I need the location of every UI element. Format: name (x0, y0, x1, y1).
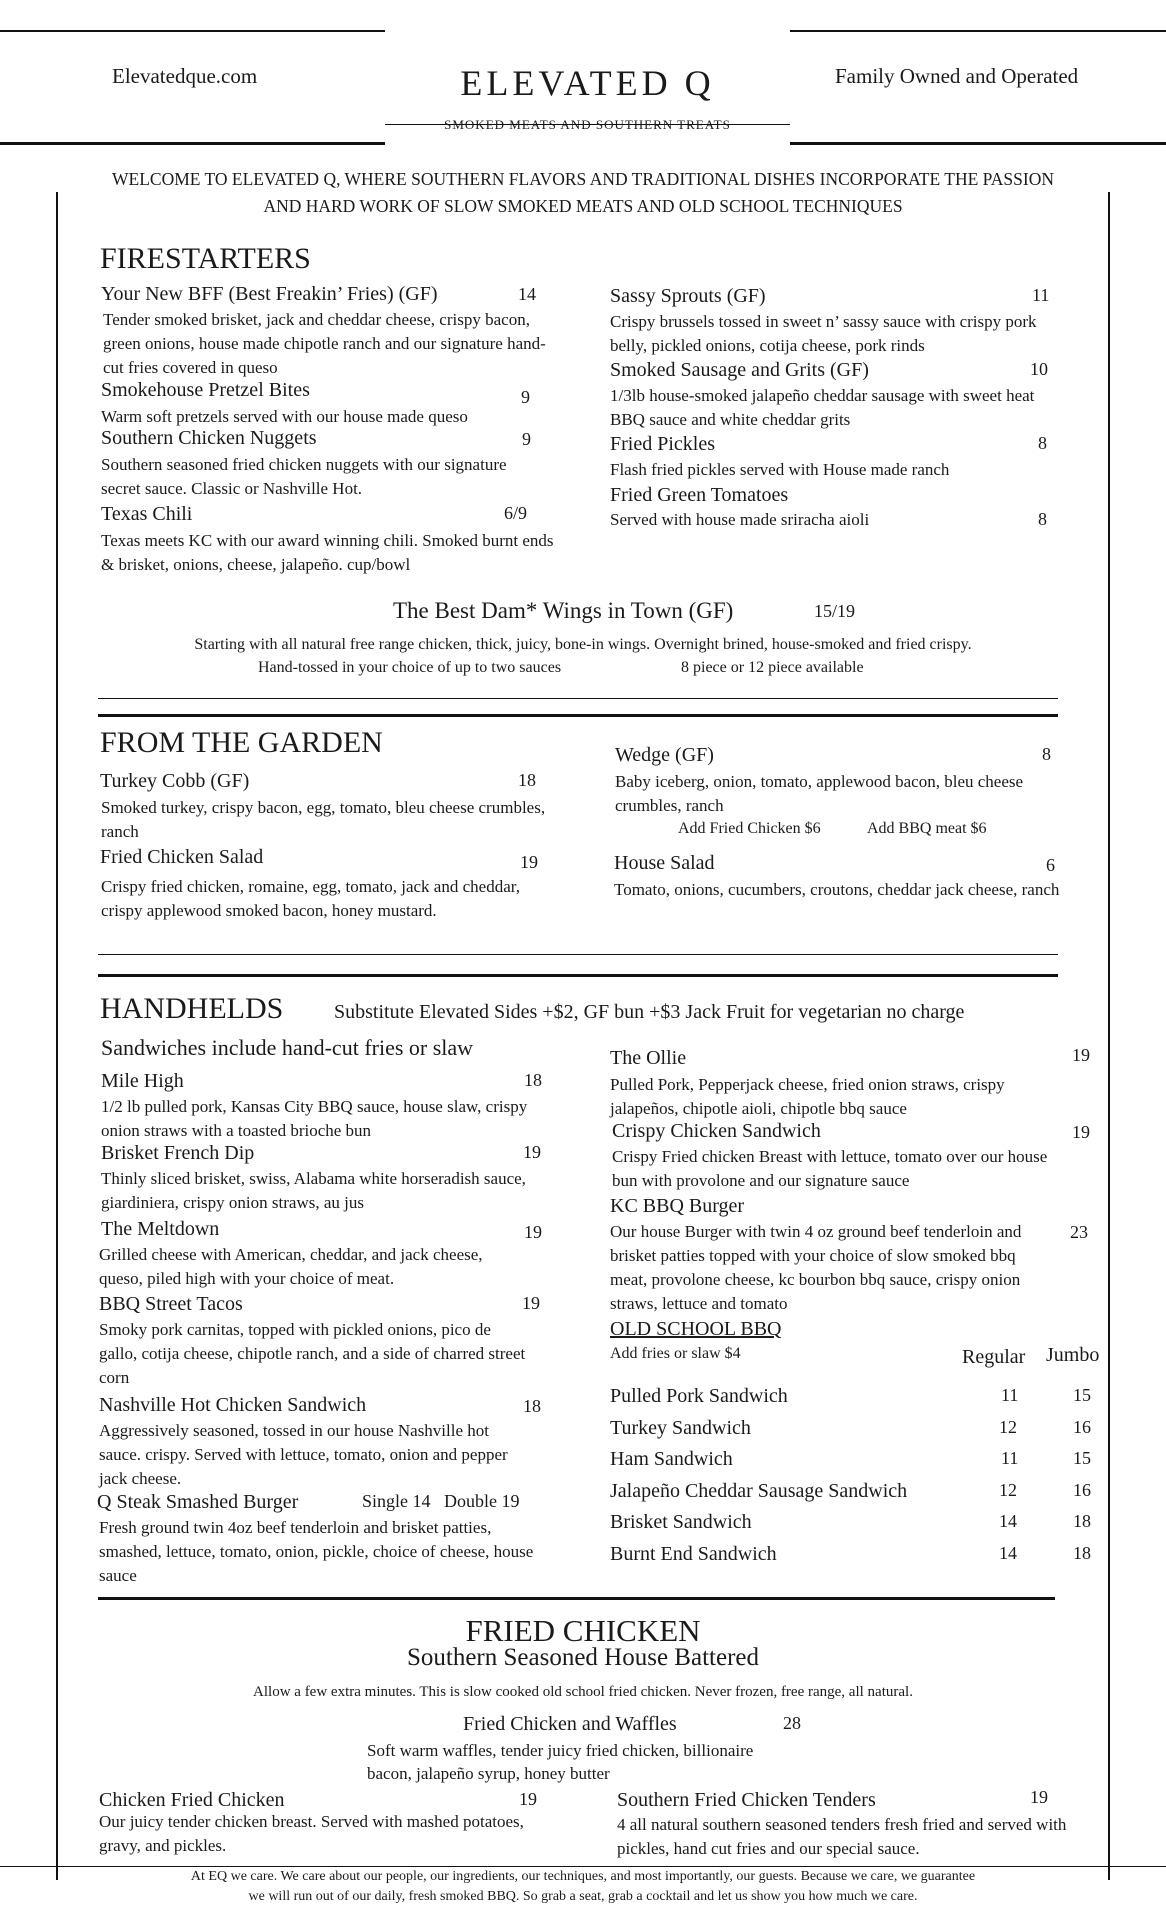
bbq-row-jumbo: 15 (1073, 1385, 1091, 1405)
item-description: Flash fried pickles served with House made ranch (610, 460, 950, 479)
divider-thick (98, 714, 1058, 717)
item-price: 19 (1072, 1122, 1090, 1142)
item-description: Served with house made sriracha aioli (610, 510, 870, 529)
item-name: Mile High (101, 1070, 184, 1092)
item-price: 28 (783, 1713, 801, 1733)
item-name: Wedge (GF) (615, 744, 714, 766)
item-description: 1/3lb house-smoked jalapeño cheddar sausage with sweet heat BBQ sauce and white cheddar grits (610, 386, 1035, 429)
bbq-row-regular: 12 (999, 1480, 1017, 1500)
item-name: Turkey Cobb (GF) (100, 770, 250, 792)
item-name: The Meltdown (101, 1218, 220, 1240)
item-name: KC BBQ Burger (610, 1195, 745, 1217)
welcome-line-1: WELCOME TO ELEVATED Q, WHERE SOUTHERN FLAVORS AND TRADITIONAL DISHES INCORPORATE THE PASSION (112, 169, 1054, 189)
item-name: Q Steak Smashed Burger (97, 1491, 299, 1513)
item-description: Smoky pork carnitas, topped with pickled onions, pico de gallo, cotija cheese, chipotle ranch, and a side of charred street corn (99, 1320, 526, 1387)
item-name: Southern Fried Chicken Tenders (617, 1789, 876, 1811)
column-header-jumbo: Jumbo (1046, 1344, 1100, 1366)
footer-line-1: At EQ we care. We care about our people, our ingredients, our techniques, and most importantly, our guests. Because we care, we guarantee (190, 1869, 976, 1884)
item-description-line-2: bacon, jalapeño syrup, honey butter (367, 1764, 610, 1783)
bbq-row-jumbo: 16 (1073, 1417, 1091, 1437)
old-school-add-note: Add fries or slaw $4 (610, 1345, 741, 1362)
item-description: Texas meets KC with our award winning chili. Smoked burnt ends & brisket, onions, cheese, jalapeño. cup/bowl (101, 531, 554, 574)
item-description: Crispy fried chicken, romaine, egg, tomato, jack and cheddar, crispy applewood smoked bacon, honey mustard. (101, 877, 520, 920)
bbq-row-jumbo: 18 (1073, 1511, 1091, 1531)
item-name: BBQ Street Tacos (99, 1293, 243, 1315)
wings-price: 15/19 (814, 601, 856, 621)
item-description: Fresh ground twin 4oz beef tenderloin and brisket patties, smashed, lettuce, tomato, onion, pickle, choice of cheese, house sauce (99, 1518, 534, 1585)
bbq-row-name: Brisket Sandwich (610, 1511, 752, 1533)
item-description: Crispy brussels tossed in sweet n’ sassy sauce with crispy pork belly, pickled onions, cotija cheese, pork rinds (610, 312, 1037, 355)
item-description: Aggressively seasoned, tossed in our house Nashville hot sauce. crispy. Served with lettuce, tomato, onion and pepper jack cheese. (99, 1421, 508, 1488)
footer-rule (0, 1866, 1166, 1867)
header-rule-left-bottom (0, 142, 385, 145)
item-price: 19 (1030, 1787, 1048, 1807)
wings-name: The Best Dam* Wings in Town (GF) (393, 598, 734, 623)
item-price: 9 (522, 429, 531, 449)
item-name: Fried Pickles (610, 433, 715, 455)
welcome-line-2: AND HARD WORK OF SLOW SMOKED MEATS AND OLD SCHOOL TECHNIQUES (263, 196, 903, 216)
item-name: Your New BFF (Best Freakin’ Fries) (GF) (101, 283, 438, 305)
item-price: 10 (1030, 359, 1048, 379)
bbq-row-jumbo: 15 (1073, 1448, 1091, 1468)
item-price: 11 (1032, 285, 1050, 305)
divider-thin (98, 698, 1058, 699)
column-header-regular: Regular (962, 1346, 1026, 1368)
item-price: 23 (1070, 1222, 1088, 1242)
item-price: 19 (520, 852, 538, 872)
item-name: Texas Chili (101, 503, 193, 525)
item-price: 19 (523, 1142, 541, 1162)
item-description: Crispy Fried chicken Breast with lettuce, tomato over our house bun with provolone and our signature sauce (612, 1147, 1048, 1190)
item-price: 8 (1038, 509, 1047, 529)
item-price: 18 (523, 1396, 541, 1416)
bbq-row-regular: 11 (1001, 1448, 1019, 1468)
bbq-row-name: Pulled Pork Sandwich (610, 1385, 788, 1407)
section-title-handhelds: HANDHELDS (100, 992, 284, 1025)
bbq-row-regular: 11 (1001, 1385, 1019, 1405)
item-price: 6 (1046, 855, 1055, 875)
item-description: 4 all natural southern seasoned tenders fresh fried and served with pickles, hand cut fries and our special sauce. (617, 1815, 1067, 1858)
header-rule-right-bottom (790, 142, 1166, 145)
item-price: 8 (1042, 744, 1051, 764)
item-price: 19 (524, 1222, 542, 1242)
wings-description-line-1: Starting with all natural free range chicken, thick, juicy, bone-in wings. Overnight brined, house-smoked and fried crispy. (194, 636, 972, 653)
item-price: 19 (522, 1293, 540, 1313)
bbq-row-name: Ham Sandwich (610, 1448, 733, 1470)
website-link[interactable]: Elevatedque.com (112, 64, 258, 88)
fried-chicken-note: Allow a few extra minutes. This is slow cooked old school fried chicken. Never frozen, free range, all natural. (253, 1684, 913, 1700)
item-description: 1/2 lb pulled pork, Kansas City BBQ sauce, house slaw, crispy onion straws with a toasted brioche bun (101, 1097, 528, 1140)
item-description: Smoked turkey, crispy bacon, egg, tomato, bleu cheese crumbles, ranch (101, 798, 546, 841)
item-price: Single 14 Double 19 (362, 1491, 520, 1511)
item-description: Grilled cheese with American, cheddar, and jack cheese, queso, piled high with your choice of meat. (99, 1245, 483, 1288)
item-description-line-1: Soft warm waffles, tender juicy fried chicken, billionaire (367, 1741, 754, 1760)
fried-chicken-subtitle: Southern Seasoned House Battered (406, 1644, 759, 1671)
section-title-garden: FROM THE GARDEN (100, 726, 383, 759)
item-name: Smokehouse Pretzel Bites (101, 379, 310, 401)
brand-logo: ELEVATED Q (460, 63, 715, 103)
item-name: Southern Chicken Nuggets (101, 427, 317, 449)
item-description: Baby iceberg, onion, tomato, applewood bacon, bleu cheese crumbles, ranch (615, 772, 1024, 815)
item-price: 19 (1072, 1045, 1090, 1065)
item-name: Sassy Sprouts (GF) (610, 285, 766, 307)
divider-thick (98, 1597, 1055, 1600)
bbq-row-name: Burnt End Sandwich (610, 1543, 777, 1565)
item-description: Tender smoked brisket, jack and cheddar cheese, crispy bacon, green onions, house made chipotle ranch and our signature hand-cut fries covered in queso (103, 310, 546, 377)
bbq-row-jumbo: 16 (1073, 1480, 1091, 1500)
item-price: 9 (521, 387, 530, 407)
addon-fried-chicken: Add Fried Chicken $6 (678, 820, 821, 837)
item-description: Southern seasoned fried chicken nuggets with our signature secret sauce. Classic or Nashville Hot. (101, 455, 507, 498)
section-title-fried-chicken: FRIED CHICKEN (465, 1613, 701, 1648)
item-name: Chicken Fried Chicken (99, 1789, 285, 1811)
item-name: Fried Chicken Salad (100, 846, 264, 868)
item-price: 18 (524, 1070, 542, 1090)
item-price: 6/9 (504, 503, 528, 523)
divider-thin (98, 954, 1058, 955)
wings-piece-note: 8 piece or 12 piece available (681, 659, 864, 676)
section-title-firestarters: FIRESTARTERS (100, 242, 311, 275)
item-description: Thinly sliced brisket, swiss, Alabama white horseradish sauce, giardiniera, crispy onion straws, au jus (101, 1169, 526, 1212)
item-name: Crispy Chicken Sandwich (612, 1120, 821, 1142)
item-name: Fried Green Tomatoes (610, 484, 789, 506)
wings-description-line-2: Hand-tossed in your choice of up to two sauces (258, 659, 562, 676)
bbq-row-name: Jalapeño Cheddar Sausage Sandwich (610, 1480, 908, 1502)
item-name: Smoked Sausage and Grits (GF) (610, 359, 869, 381)
item-name: The Ollie (610, 1047, 687, 1069)
item-name: Fried Chicken and Waffles (463, 1713, 677, 1735)
addon-bbq-meat: Add BBQ meat $6 (867, 820, 987, 837)
item-description: Our juicy tender chicken breast. Served with mashed potatoes, gravy, and pickles. (99, 1812, 524, 1855)
handhelds-sides-note: Sandwiches include hand-cut fries or slaw (101, 1035, 474, 1060)
bbq-row-jumbo: 18 (1073, 1543, 1091, 1563)
header-rule-right-top (790, 30, 1166, 32)
item-description: Tomato, onions, cucumbers, croutons, cheddar jack cheese, ranch (614, 880, 1060, 899)
item-price: 8 (1038, 433, 1047, 453)
item-price: 14 (518, 284, 536, 304)
bbq-row-regular: 14 (999, 1543, 1017, 1563)
item-name: House Salad (614, 852, 715, 874)
item-price: 19 (519, 1789, 537, 1809)
brand-tagline: SMOKED MEATS AND SOUTHERN TREATS (444, 117, 731, 132)
item-name: Nashville Hot Chicken Sandwich (99, 1394, 367, 1416)
item-price: 18 (518, 770, 536, 790)
item-name: Brisket French Dip (101, 1142, 255, 1164)
bbq-row-regular: 14 (999, 1511, 1017, 1531)
family-owned-text: Family Owned and Operated (835, 64, 1079, 88)
divider-thick (98, 974, 1058, 977)
bbq-row-name: Turkey Sandwich (610, 1417, 751, 1439)
item-description: Warm soft pretzels served with our house made queso (101, 407, 468, 426)
old-school-bbq-title: OLD SCHOOL BBQ (610, 1318, 782, 1340)
item-description: Pulled Pork, Pepperjack cheese, fried onion straws, crispy jalapeños, chipotle aioli, chipotle bbq sauce (610, 1075, 1005, 1118)
footer-line-2: we will run out of our daily, fresh smoked BBQ. So grab a seat, grab a cocktail and let us show you how much we care. (248, 1889, 918, 1904)
item-description: Our house Burger with twin 4 oz ground beef tenderloin and brisket patties topped with your choice of slow smoked bbq meat, provolone cheese, kc bourbon bbq sauce, crispy onion straws, lettuce and tomato (610, 1222, 1022, 1313)
handhelds-substitute-note: Substitute Elevated Sides +$2, GF bun +$3 Jack Fruit for vegetarian no charge (334, 1001, 965, 1023)
bbq-row-regular: 12 (999, 1417, 1017, 1437)
header-rule-left-top (0, 30, 385, 32)
